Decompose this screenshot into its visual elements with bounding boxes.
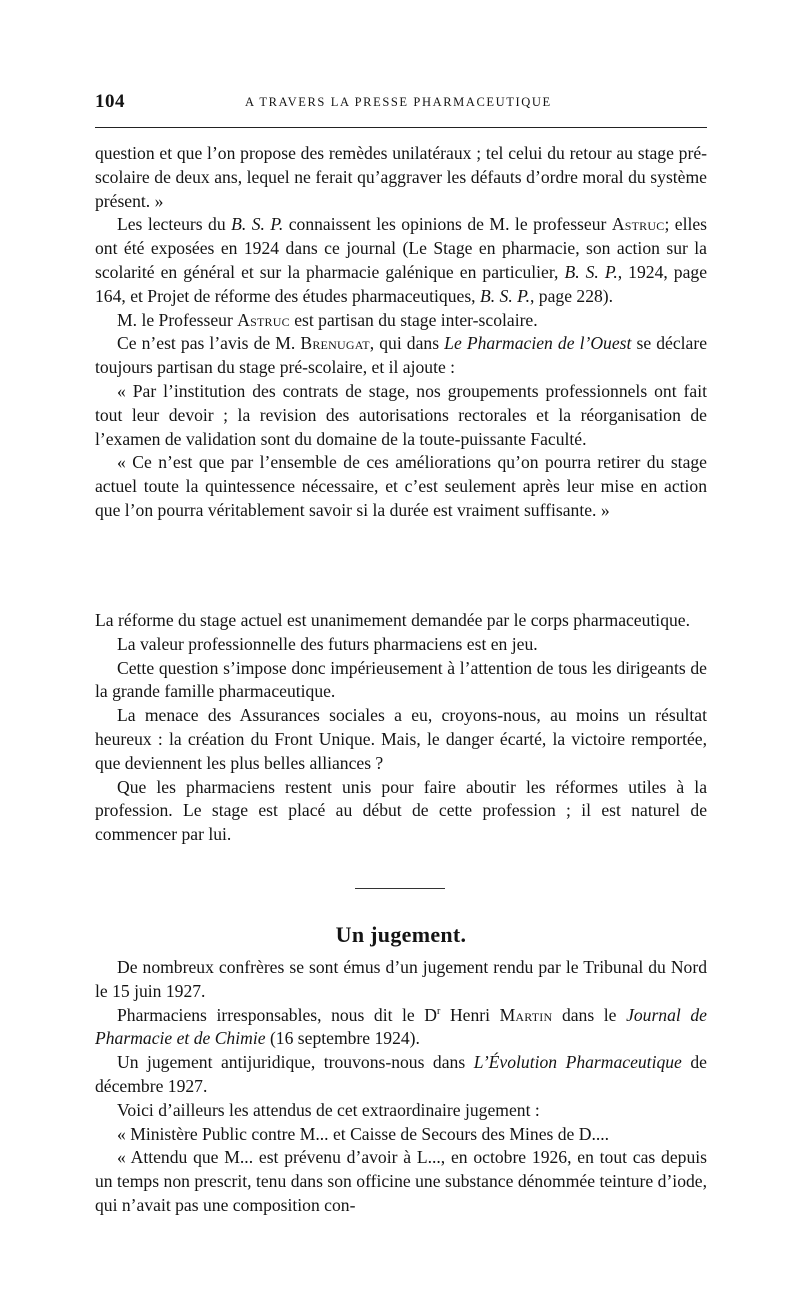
paragraph-astruc: M. le Professeur Astruc est partisan du stage inter-scolaire. [117,309,538,330]
section-stage-debate [95,142,707,523]
paragraph: La menace des Assurances sociales a eu, croyons-nous, au moins un résultat heureux : la création du Front Unique. Mais, le danger écarté, la victoire remportée, que deviennent les plus belles alliances ? [95,705,707,773]
quote-paragraph: « Ministère Public contre M... et Caisse de Secours des Mines de D.... [117,1123,610,1144]
section-heading: Un jugement. [335,922,467,947]
paragraph: La valeur professionnelle des futurs pharmaciens est en jeu. [117,633,538,654]
paragraph: La réforme du stage actuel est unanimement demandée par le corps pharmaceutique. [95,610,690,630]
journal-title: L’Évolution Pharmaceutique [473,1052,682,1073]
paragraph-readers: Les lecteurs du B. S. P. connaissent les opinions de M. le professeur Astruc; elles ont été exposées en 1924 dans ce journal (Le Stage en pharmacie, son action sur la scolarité en général et sur la pharmacie galénique en particulier, B. S. P., 1924, page 164, et Projet de réforme des études pharmaceutiques, B. S. P., page 228). [95,214,708,306]
paragraph-evolution: Un jugement antijuridique, trouvons-nous dans L’Évolution Pharmaceutique de décembre 1927. [95,1052,707,1096]
paragraph: Que les pharmaciens restent unis pour faire aboutir les réformes utiles à la profession. Le stage est placé au début de cette profession ; il est naturel de commencer par lui. [95,776,707,845]
paragraph: Cette question s’impose donc impérieusement à l’attention de tous les dirigeants de la grande famille pharmaceutique. [95,657,707,702]
paragraph: De nombreux confrères se sont émus d’un jugement rendu par le Tribunal du Nord le 15 juin 1927. [95,957,707,1001]
author-name: Martin [499,1004,553,1025]
author-name: Brenugat [300,333,370,354]
author-name: Astruc [237,309,290,330]
quote-paragraph: « Attendu que M... est prévenu d’avoir à L..., en octobre 1926, en tout cas depuis un temps non prescrit, tenu dans son officine une substance dénommée teinture d’iode, qui n’avait pas une composition con- [95,1147,707,1215]
paragraph-martin: Pharmaciens irresponsables, nous dit le $D^r$ Henri Martin dans le Journal de Pharmacie et de Chimie (16 septembre 1924). [95,1004,707,1049]
journal-title: Le Pharmacien de l’Ouest [444,333,632,354]
paragraph-continued: question et que l’on propose des remèdes unilatéraux ; tel celui du retour au stage pré-scolaire de deux ans, lequel ne ferait qu’aggraver les défauts d’ordre moral du système présent. » [95,143,707,211]
paragraph: Voici d’ailleurs les attendus de cet extraordinaire jugement : [117,1099,540,1120]
header-rule [95,127,707,128]
section-separator [355,888,445,889]
quote-paragraph: « Par l’institution des contrats de stage, nos groupements professionnels ont fait tout leur devoir ; la revision des autorisations rectorales et la réorganisation de l’examen de validation sont du domaine de la toute-puissante Faculté. [95,380,707,449]
paragraph-brenugat: Ce n’est pas l’avis de M. Brenugat, qui dans Le Pharmacien de l’Ouest se déclare toujours partisan du stage pré-scolaire, et il ajoute : [95,333,707,378]
journal-title: Journal de Pharmacie et de Chimie [95,1004,707,1049]
section-reform [95,609,707,847]
author-name: Astruc [611,214,665,235]
quote-paragraph: « Ce n’est que par l’ensemble de ces améliorations qu’on pourra retirer du stage actuel toute la quintessence nécessaire, et c’est seulement après leur mise en action que l’on pourra véritablement savoir si la durée est vraiment suffisante. » [95,452,707,520]
running-title: A TRAVERS LA PRESSE PHARMACEUTIQUE [245,95,552,109]
running-header [95,91,707,113]
section-judgment [95,956,707,1218]
page-number: 104 [95,91,125,112]
